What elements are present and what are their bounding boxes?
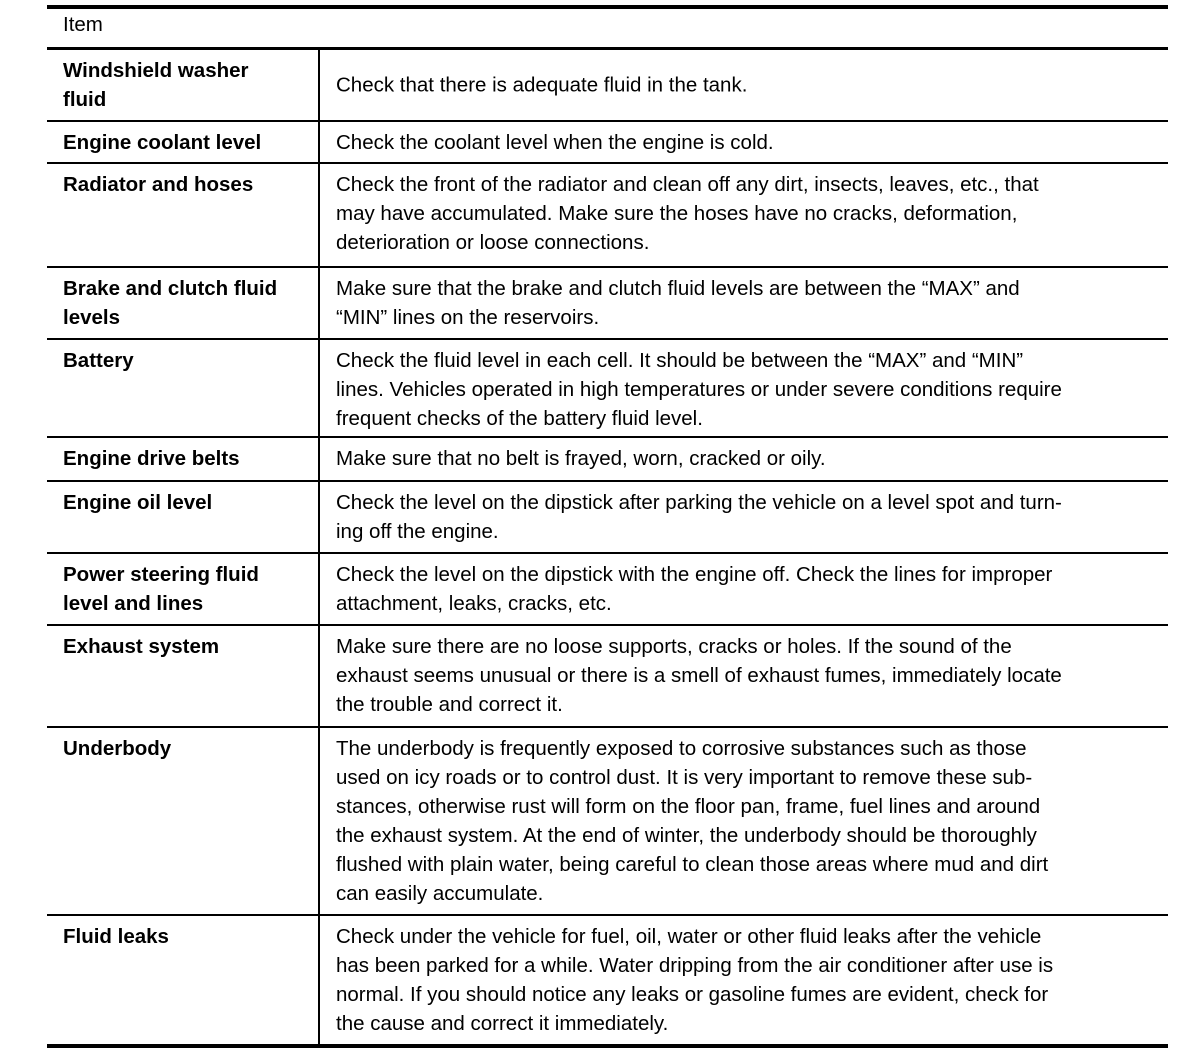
item-name <box>63 128 261 157</box>
description-line: Check under the vehicle for fuel, oil, water or other fluid leaks after the vehicle <box>336 925 1042 948</box>
column-divider <box>318 340 320 436</box>
item-name-line: Fluid leaks <box>63 925 169 948</box>
description-line: the exhaust system. At the end of winter, the underbody should be thoroughly <box>336 824 1037 847</box>
item-name-line: Power steering fluid <box>63 563 259 586</box>
item-name-line: Battery <box>63 349 134 372</box>
item-name-line: Underbody <box>63 737 172 760</box>
table-row <box>47 268 1168 340</box>
description-line: flushed with plain water, being careful to clean those areas where mud and dirt <box>336 853 1049 876</box>
item-name <box>63 170 253 199</box>
description-line: stances, otherwise rust will form on the floor pan, frame, fuel lines and around <box>336 795 1041 818</box>
item-name-line: levels <box>63 306 120 329</box>
column-divider <box>318 268 320 338</box>
inspection-table-body <box>47 50 1168 1044</box>
table-row <box>47 626 1168 728</box>
description-line: ing off the engine. <box>336 520 499 543</box>
description-line: The underbody is frequently exposed to corrosive substances such as those <box>336 737 1027 760</box>
table-row <box>47 728 1168 916</box>
column-divider <box>318 728 320 914</box>
column-divider <box>318 164 320 266</box>
item-description <box>336 632 1062 719</box>
item-name <box>63 632 219 661</box>
description-line: Make sure there are no loose supports, cracks or holes. If the sound of the <box>336 635 1012 658</box>
table-row <box>47 916 1168 1044</box>
item-description <box>336 170 1039 257</box>
description-line: deterioration or loose connections. <box>336 231 650 254</box>
item-name <box>63 560 259 618</box>
column-divider <box>318 438 320 480</box>
description-line: Check the fluid level in each cell. It should be between the “MAX” and “MIN” <box>336 349 1024 372</box>
column-divider <box>318 122 320 162</box>
item-name <box>63 444 240 473</box>
description-line: Make sure that the brake and clutch fluid levels are between the “MAX” and <box>336 277 1020 300</box>
column-divider <box>318 482 320 552</box>
description-line: lines. Vehicles operated in high temperatures or under severe conditions require <box>336 378 1062 401</box>
item-description <box>336 922 1053 1038</box>
item-name-line: Engine coolant level <box>63 131 262 154</box>
table-row <box>47 122 1168 164</box>
table-row <box>47 438 1168 482</box>
item-name-line: Brake and clutch fluid <box>63 277 278 300</box>
item-name <box>63 734 171 763</box>
item-name <box>63 922 169 951</box>
description-line: “MIN” lines on the reservoirs. <box>336 306 600 329</box>
description-line: Check the level on the dipstick with the engine off. Check the lines for improper <box>336 563 1053 586</box>
column-divider <box>318 50 320 120</box>
description-line: Check the coolant level when the engine is cold. <box>336 131 774 154</box>
item-name-line: Windshield washer <box>63 59 249 82</box>
item-description <box>336 560 1052 618</box>
item-name <box>63 488 212 517</box>
table-row <box>47 554 1168 626</box>
table-header <box>47 9 1168 47</box>
item-description <box>336 128 774 157</box>
description-line: the cause and correct it immediately. <box>336 1012 669 1035</box>
table-bottom-rule <box>47 1044 1168 1048</box>
column-divider <box>318 554 320 624</box>
table-row <box>47 482 1168 554</box>
description-line: can easily accumulate. <box>336 882 544 905</box>
item-name-line: fluid <box>63 88 107 111</box>
item-name-line: Engine drive belts <box>63 447 240 470</box>
description-line: frequent checks of the battery fluid level. <box>336 407 703 430</box>
item-name-line: Exhaust system <box>63 635 220 658</box>
description-line: Check that there is adequate fluid in the tank. <box>336 73 748 97</box>
item-name-line: level and lines <box>63 592 204 615</box>
item-name-line: Radiator and hoses <box>63 173 254 196</box>
description-line: Check the front of the radiator and clean off any dirt, insects, leaves, etc., that <box>336 173 1039 196</box>
description-line: attachment, leaks, cracks, etc. <box>336 592 612 615</box>
description-line: has been parked for a while. Water dripping from the air conditioner after use is <box>336 954 1054 977</box>
description-line: normal. If you should notice any leaks or gasoline fumes are evident, check for <box>336 983 1049 1006</box>
description-line: the trouble and correct it. <box>336 693 563 716</box>
item-description <box>336 274 1020 332</box>
header-item-label: Item <box>63 13 103 36</box>
description-line: Make sure that no belt is frayed, worn, cracked or oily. <box>336 447 826 470</box>
description-line: used on icy roads or to control dust. It is very important to remove these sub- <box>336 766 1033 789</box>
table-row <box>47 340 1168 438</box>
item-description <box>336 71 747 100</box>
item-description <box>336 488 1062 546</box>
description-line: exhaust seems unusual or there is a smell of exhaust fumes, immediately locate <box>336 664 1062 687</box>
item-description <box>336 444 826 473</box>
item-description <box>336 734 1048 908</box>
item-name <box>63 346 134 375</box>
item-name <box>63 274 277 332</box>
description-line: may have accumulated. Make sure the hoses have no cracks, deformation, <box>336 202 1018 225</box>
column-divider <box>318 916 320 1044</box>
item-name-line: Engine oil level <box>63 491 213 514</box>
description-line: Check the level on the dipstick after parking the vehicle on a level spot and turn- <box>336 491 1062 514</box>
table-row <box>47 50 1168 122</box>
item-name <box>63 56 249 114</box>
table-row <box>47 164 1168 268</box>
item-description <box>336 346 1062 433</box>
column-divider <box>318 626 320 726</box>
